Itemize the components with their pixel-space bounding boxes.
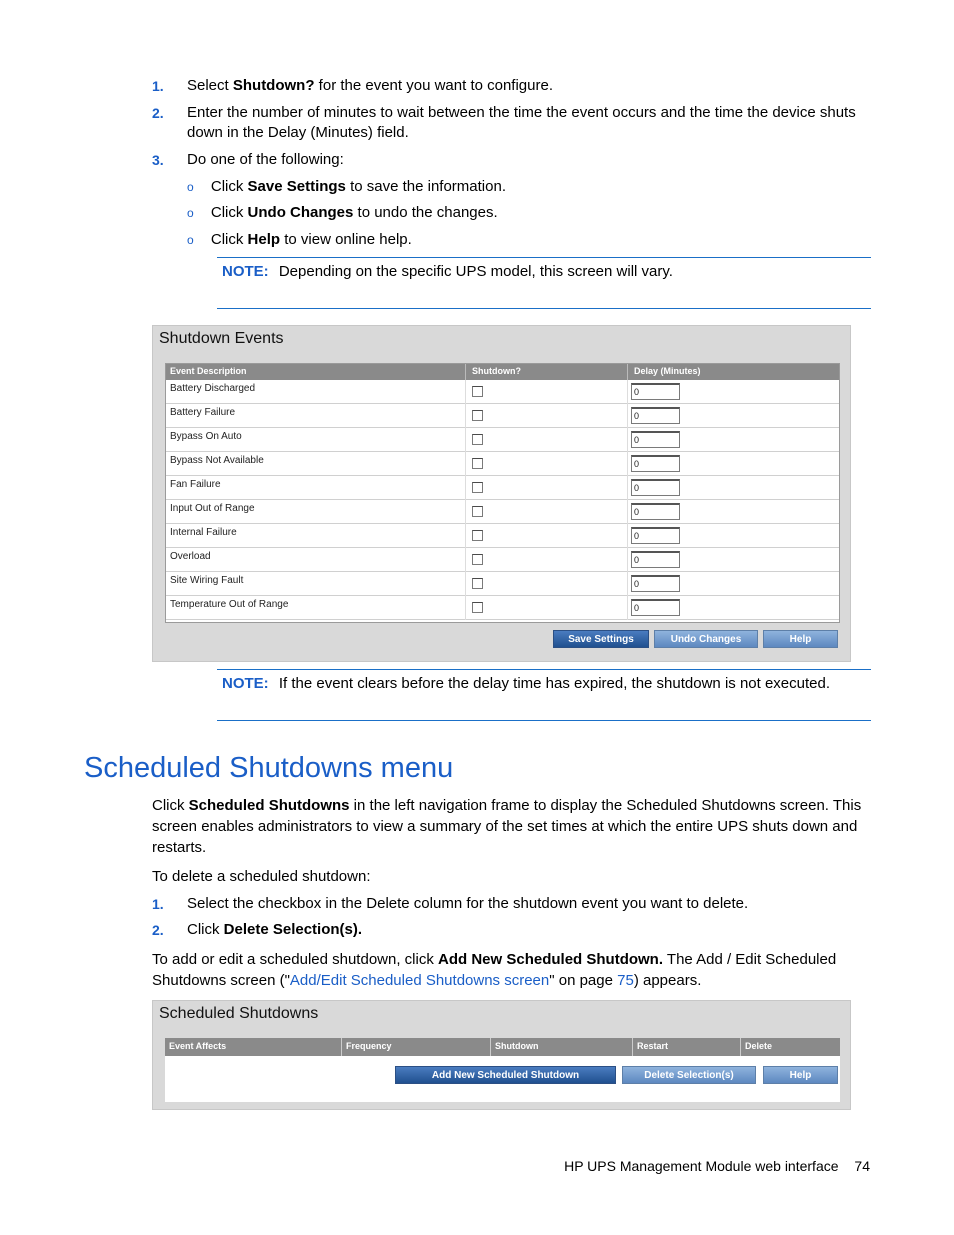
undo-changes-button[interactable]: Undo Changes bbox=[654, 630, 758, 648]
shutdown-checkbox[interactable] bbox=[472, 578, 483, 589]
shutdown-checkbox[interactable] bbox=[472, 458, 483, 469]
table-header bbox=[165, 1038, 840, 1056]
sub-item-text: to save the information. bbox=[345, 178, 506, 195]
para-text: Shutdowns screen (" bbox=[152, 972, 290, 989]
bullet-icon: o bbox=[187, 180, 194, 194]
para-text: Click bbox=[152, 797, 189, 814]
delay-minutes-input[interactable]: 0 bbox=[631, 431, 680, 448]
panel-title: Shutdown Events bbox=[159, 330, 284, 347]
table-row bbox=[166, 548, 839, 572]
save-settings-button[interactable]: Save Settings bbox=[553, 630, 649, 648]
help-button[interactable]: Help bbox=[763, 630, 838, 648]
step-text: Click bbox=[187, 921, 224, 938]
note-rule-bottom bbox=[217, 308, 871, 309]
sub-item-text: Click bbox=[210, 231, 248, 248]
note-label: NOTE: bbox=[222, 675, 269, 692]
note-rule-bottom bbox=[217, 720, 871, 721]
sub-item-bold: Help bbox=[247, 231, 281, 248]
col-event-description: Event Description bbox=[170, 366, 247, 376]
page-footer bbox=[564, 1158, 870, 1174]
paragraph-add-edit bbox=[152, 950, 872, 991]
delay-minutes-input[interactable]: 0 bbox=[631, 599, 680, 616]
col-event-affects: Event Affects bbox=[169, 1041, 227, 1051]
note-text: If the event clears before the delay time has expired, the shutdown is not executed. bbox=[278, 675, 831, 692]
event-description: Input Out of Range bbox=[170, 503, 255, 514]
events-table bbox=[165, 363, 840, 623]
event-description: Internal Failure bbox=[170, 527, 237, 538]
shutdown-checkbox[interactable] bbox=[472, 530, 483, 541]
note-text: Depending on the specific UPS model, this screen will vary. bbox=[278, 263, 673, 280]
step-text: down in the Delay (Minutes) field. bbox=[187, 124, 409, 141]
paragraph-scheduled bbox=[152, 796, 872, 858]
col-restart: Restart bbox=[637, 1041, 669, 1051]
event-description: Overload bbox=[170, 551, 211, 562]
table-header bbox=[166, 364, 839, 380]
page-75-link[interactable]: 75 bbox=[617, 972, 634, 989]
step-text: Select the checkbox in the Delete column for the shutdown event you want to delete. bbox=[187, 895, 749, 912]
para-text: screen enables administrators to view a summary of the set times at which the entire UPS shuts down and bbox=[152, 818, 858, 835]
event-description: Bypass Not Available bbox=[170, 455, 264, 466]
note-rule-top bbox=[217, 669, 871, 670]
delay-minutes-input[interactable]: 0 bbox=[631, 479, 680, 496]
sub-item-bold: Save Settings bbox=[247, 178, 346, 195]
add-new-scheduled-shutdown-button[interactable]: Add New Scheduled Shutdown bbox=[395, 1066, 616, 1084]
table-row bbox=[166, 476, 839, 500]
delay-minutes-input[interactable]: 0 bbox=[631, 407, 680, 424]
sub-item-text: Click bbox=[210, 178, 248, 195]
step-number: 1. bbox=[152, 78, 164, 94]
delay-minutes-input[interactable]: 0 bbox=[631, 383, 680, 400]
step-bold: Delete Selection(s). bbox=[223, 921, 363, 938]
table-row bbox=[166, 500, 839, 524]
panel-title: Scheduled Shutdowns bbox=[159, 1005, 319, 1022]
table-row bbox=[166, 380, 839, 404]
step-number: 1. bbox=[152, 896, 164, 912]
bullet-icon: o bbox=[187, 233, 194, 247]
step-text: for the event you want to configure. bbox=[314, 77, 553, 94]
sub-item-undo bbox=[187, 203, 498, 223]
delay-minutes-input[interactable]: 0 bbox=[631, 503, 680, 520]
sub-item-bold: Undo Changes bbox=[247, 204, 354, 221]
table-row bbox=[166, 596, 839, 620]
add-edit-screen-link[interactable]: Add/Edit Scheduled Shutdowns screen bbox=[289, 972, 550, 989]
delete-selections-button[interactable]: Delete Selection(s) bbox=[622, 1066, 756, 1084]
shutdown-checkbox[interactable] bbox=[472, 506, 483, 517]
delay-minutes-input[interactable]: 0 bbox=[631, 455, 680, 472]
event-description: Battery Discharged bbox=[170, 383, 256, 394]
table-row bbox=[166, 428, 839, 452]
note-rule-top bbox=[217, 257, 871, 258]
step-number: 2. bbox=[152, 105, 164, 121]
delay-minutes-input[interactable]: 0 bbox=[631, 575, 680, 592]
sub-item-text: Click bbox=[210, 204, 248, 221]
shutdown-checkbox[interactable] bbox=[472, 482, 483, 493]
table-row bbox=[166, 524, 839, 548]
table-row bbox=[166, 452, 839, 476]
step-text: Enter the number of minutes to wait between the time the event occurs and the time the device shuts bbox=[187, 104, 856, 121]
shutdown-events-panel bbox=[152, 325, 851, 662]
para-text: The Add / Edit Scheduled bbox=[663, 951, 837, 968]
col-shutdown: Shutdown bbox=[495, 1041, 539, 1051]
event-description: Temperature Out of Range bbox=[170, 599, 289, 610]
event-description: Fan Failure bbox=[170, 479, 221, 490]
para-bold: Scheduled Shutdowns bbox=[188, 797, 350, 814]
shutdown-checkbox[interactable] bbox=[472, 434, 483, 445]
event-description: Battery Failure bbox=[170, 407, 236, 418]
footer-text: HP UPS Management Module web interface bbox=[564, 1158, 839, 1174]
page-number: 74 bbox=[854, 1158, 870, 1174]
step-bold: Shutdown? bbox=[232, 77, 315, 94]
col-shutdown: Shutdown? bbox=[472, 366, 521, 376]
step-text: Do one of the following: bbox=[187, 151, 344, 168]
scheduled-shutdowns-panel bbox=[152, 1000, 851, 1110]
help-button[interactable]: Help bbox=[763, 1066, 838, 1084]
col-frequency: Frequency bbox=[346, 1041, 392, 1051]
bullet-icon: o bbox=[187, 206, 194, 220]
shutdown-checkbox[interactable] bbox=[472, 386, 483, 397]
step-number: 3. bbox=[152, 152, 164, 168]
step-text: Select bbox=[187, 77, 233, 94]
para-text: restarts. bbox=[152, 839, 207, 856]
note-1 bbox=[222, 262, 673, 282]
event-description: Site Wiring Fault bbox=[170, 575, 244, 586]
step-number: 2. bbox=[152, 922, 164, 938]
paragraph-delete-intro: To delete a scheduled shutdown: bbox=[152, 868, 371, 885]
sub-item-save bbox=[187, 177, 506, 197]
table-row bbox=[166, 404, 839, 428]
para-bold: Add New Scheduled Shutdown. bbox=[438, 951, 664, 968]
para-text: in the left navigation frame to display the Scheduled Shutdowns screen. This bbox=[349, 797, 862, 814]
delay-minutes-input[interactable]: 0 bbox=[631, 527, 680, 544]
note-2 bbox=[222, 674, 830, 694]
sub-item-text: to undo the changes. bbox=[353, 204, 498, 221]
delay-minutes-input[interactable]: 0 bbox=[631, 551, 680, 568]
sub-item-text: to view online help. bbox=[280, 231, 412, 248]
col-delete: Delete bbox=[745, 1041, 773, 1051]
para-text: " on page bbox=[549, 972, 618, 989]
para-text: To add or edit a scheduled shutdown, click bbox=[152, 951, 439, 968]
shutdown-checkbox[interactable] bbox=[472, 602, 483, 613]
shutdown-checkbox[interactable] bbox=[472, 554, 483, 565]
sub-item-help bbox=[187, 230, 412, 250]
col-delay: Delay (Minutes) bbox=[634, 366, 701, 376]
section-title: Scheduled Shutdowns menu bbox=[84, 752, 454, 784]
note-label: NOTE: bbox=[222, 263, 269, 280]
shutdown-checkbox[interactable] bbox=[472, 410, 483, 421]
event-description: Bypass On Auto bbox=[170, 431, 242, 442]
para-text: ) appears. bbox=[633, 972, 702, 989]
table-row bbox=[166, 572, 839, 596]
